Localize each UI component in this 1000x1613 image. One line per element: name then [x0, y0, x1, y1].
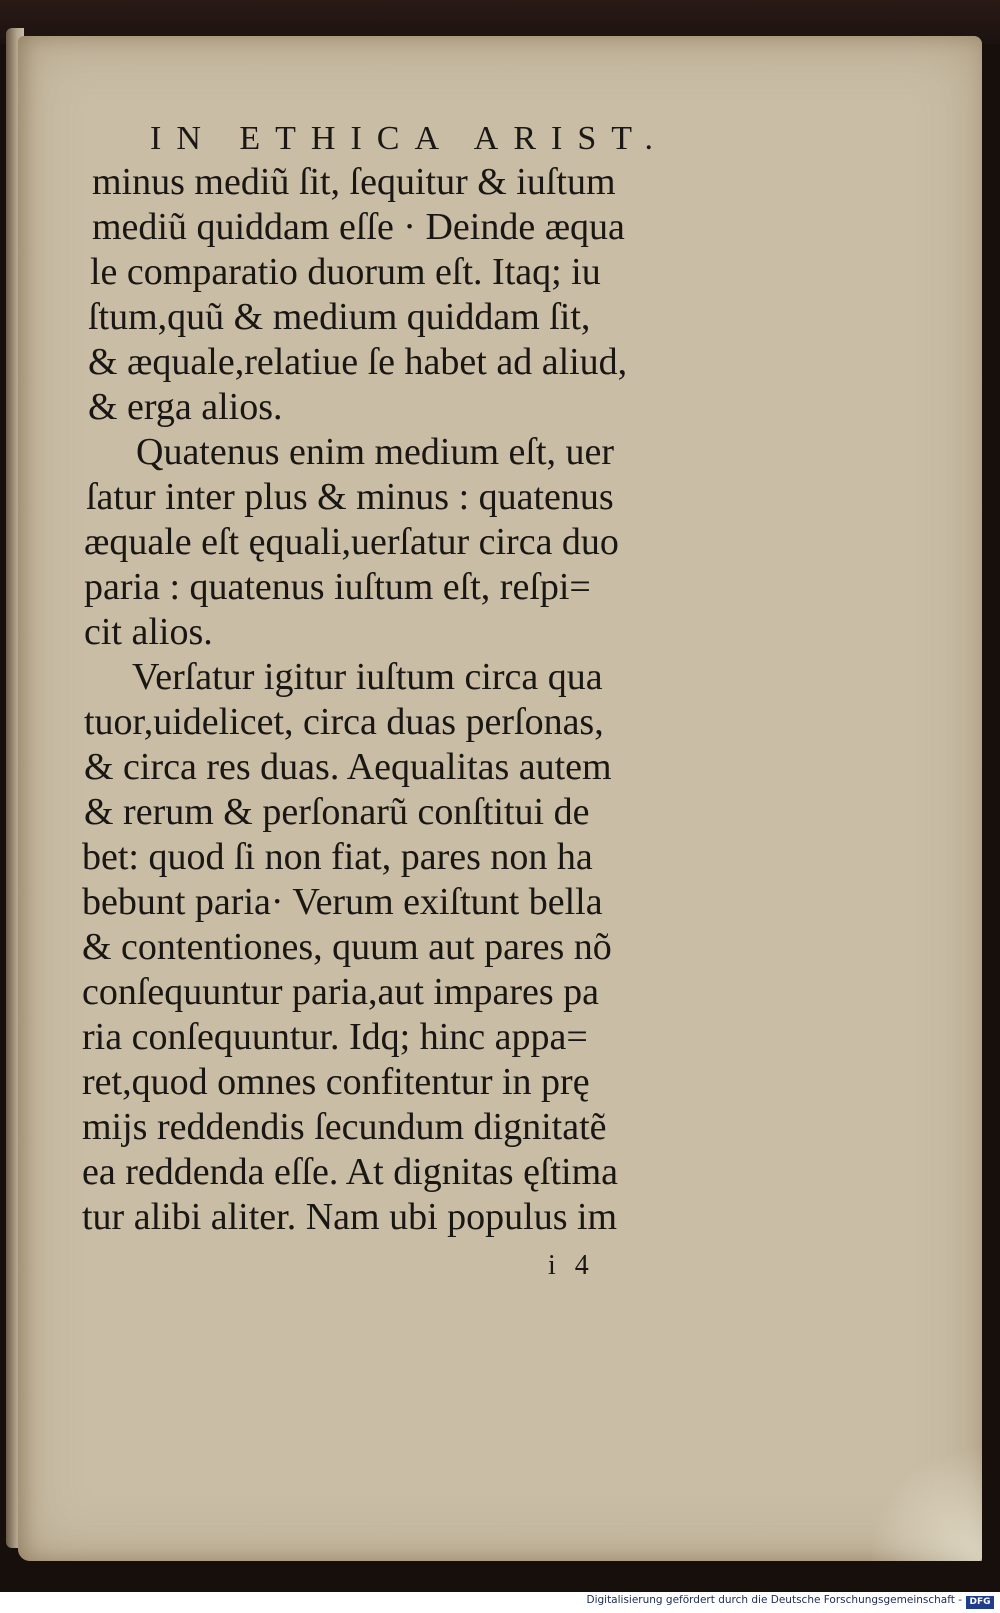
text-line: mediũ quiddam eſſe · Deinde æqua	[92, 206, 625, 248]
text-line: & erga alios.	[88, 386, 283, 428]
text-line: ria conſequuntur. Idq; hinc appa=	[82, 1016, 588, 1058]
text-line: cit alios.	[84, 611, 213, 653]
text-line: mijs reddendis ſecundum dignitatẽ	[82, 1106, 607, 1148]
dfg-logo: DFG	[966, 1596, 994, 1609]
text-line: conſequuntur paria,aut impares pa	[82, 971, 600, 1013]
text-line: minus mediũ ſit, ſequitur & iuſtum	[92, 161, 616, 203]
text-line: ſatur inter plus & minus : quatenus	[86, 476, 614, 518]
text-line: le comparatio duorum eſt. Itaq; iu	[90, 251, 601, 293]
text-line: bebunt paria· Verum exiſtunt bella	[82, 881, 603, 923]
text-line: bet: quod ſi non fiat, pares non ha	[82, 836, 593, 878]
text-line: & rerum & perſonarũ conſtitui de	[84, 791, 590, 833]
signature-mark: i 4	[548, 1250, 595, 1281]
running-head: IN ETHICA ARIST.	[150, 120, 668, 157]
text-line: & contentiones, quum aut pares nõ	[82, 926, 612, 968]
text-line: Quatenus enim medium eſt, uer	[136, 431, 615, 473]
text-line: paria : quatenus iuſtum eſt, reſpi=	[84, 566, 591, 608]
digitization-credit: Digitalisierung gefördert durch die Deutsche Forschungsgemeinschaft -	[586, 1594, 962, 1606]
text-line: & circa res duas. Aequalitas autem	[84, 746, 612, 788]
text-line: æquale eſt ęquali,uerſatur circa duo	[84, 521, 619, 563]
text-line: ret,quod omnes confitentur in prę	[82, 1061, 590, 1103]
page-body-text	[82, 160, 702, 1240]
page-corner-stain	[872, 1441, 982, 1561]
text-line: Verſatur igitur iuſtum circa qua	[132, 656, 603, 698]
text-line: & æquale,relatiue ſe habet ad aliud,	[88, 341, 628, 383]
text-line: tur alibi aliter. Nam ubi populus im	[82, 1196, 618, 1238]
text-line: ſtum,quũ & medium quiddam ſit,	[88, 296, 591, 338]
text-line: tuor,uidelicet, circa duas perſonas,	[84, 701, 604, 743]
text-line: ea reddenda eſſe. At dignitas ęſtima	[82, 1151, 619, 1193]
